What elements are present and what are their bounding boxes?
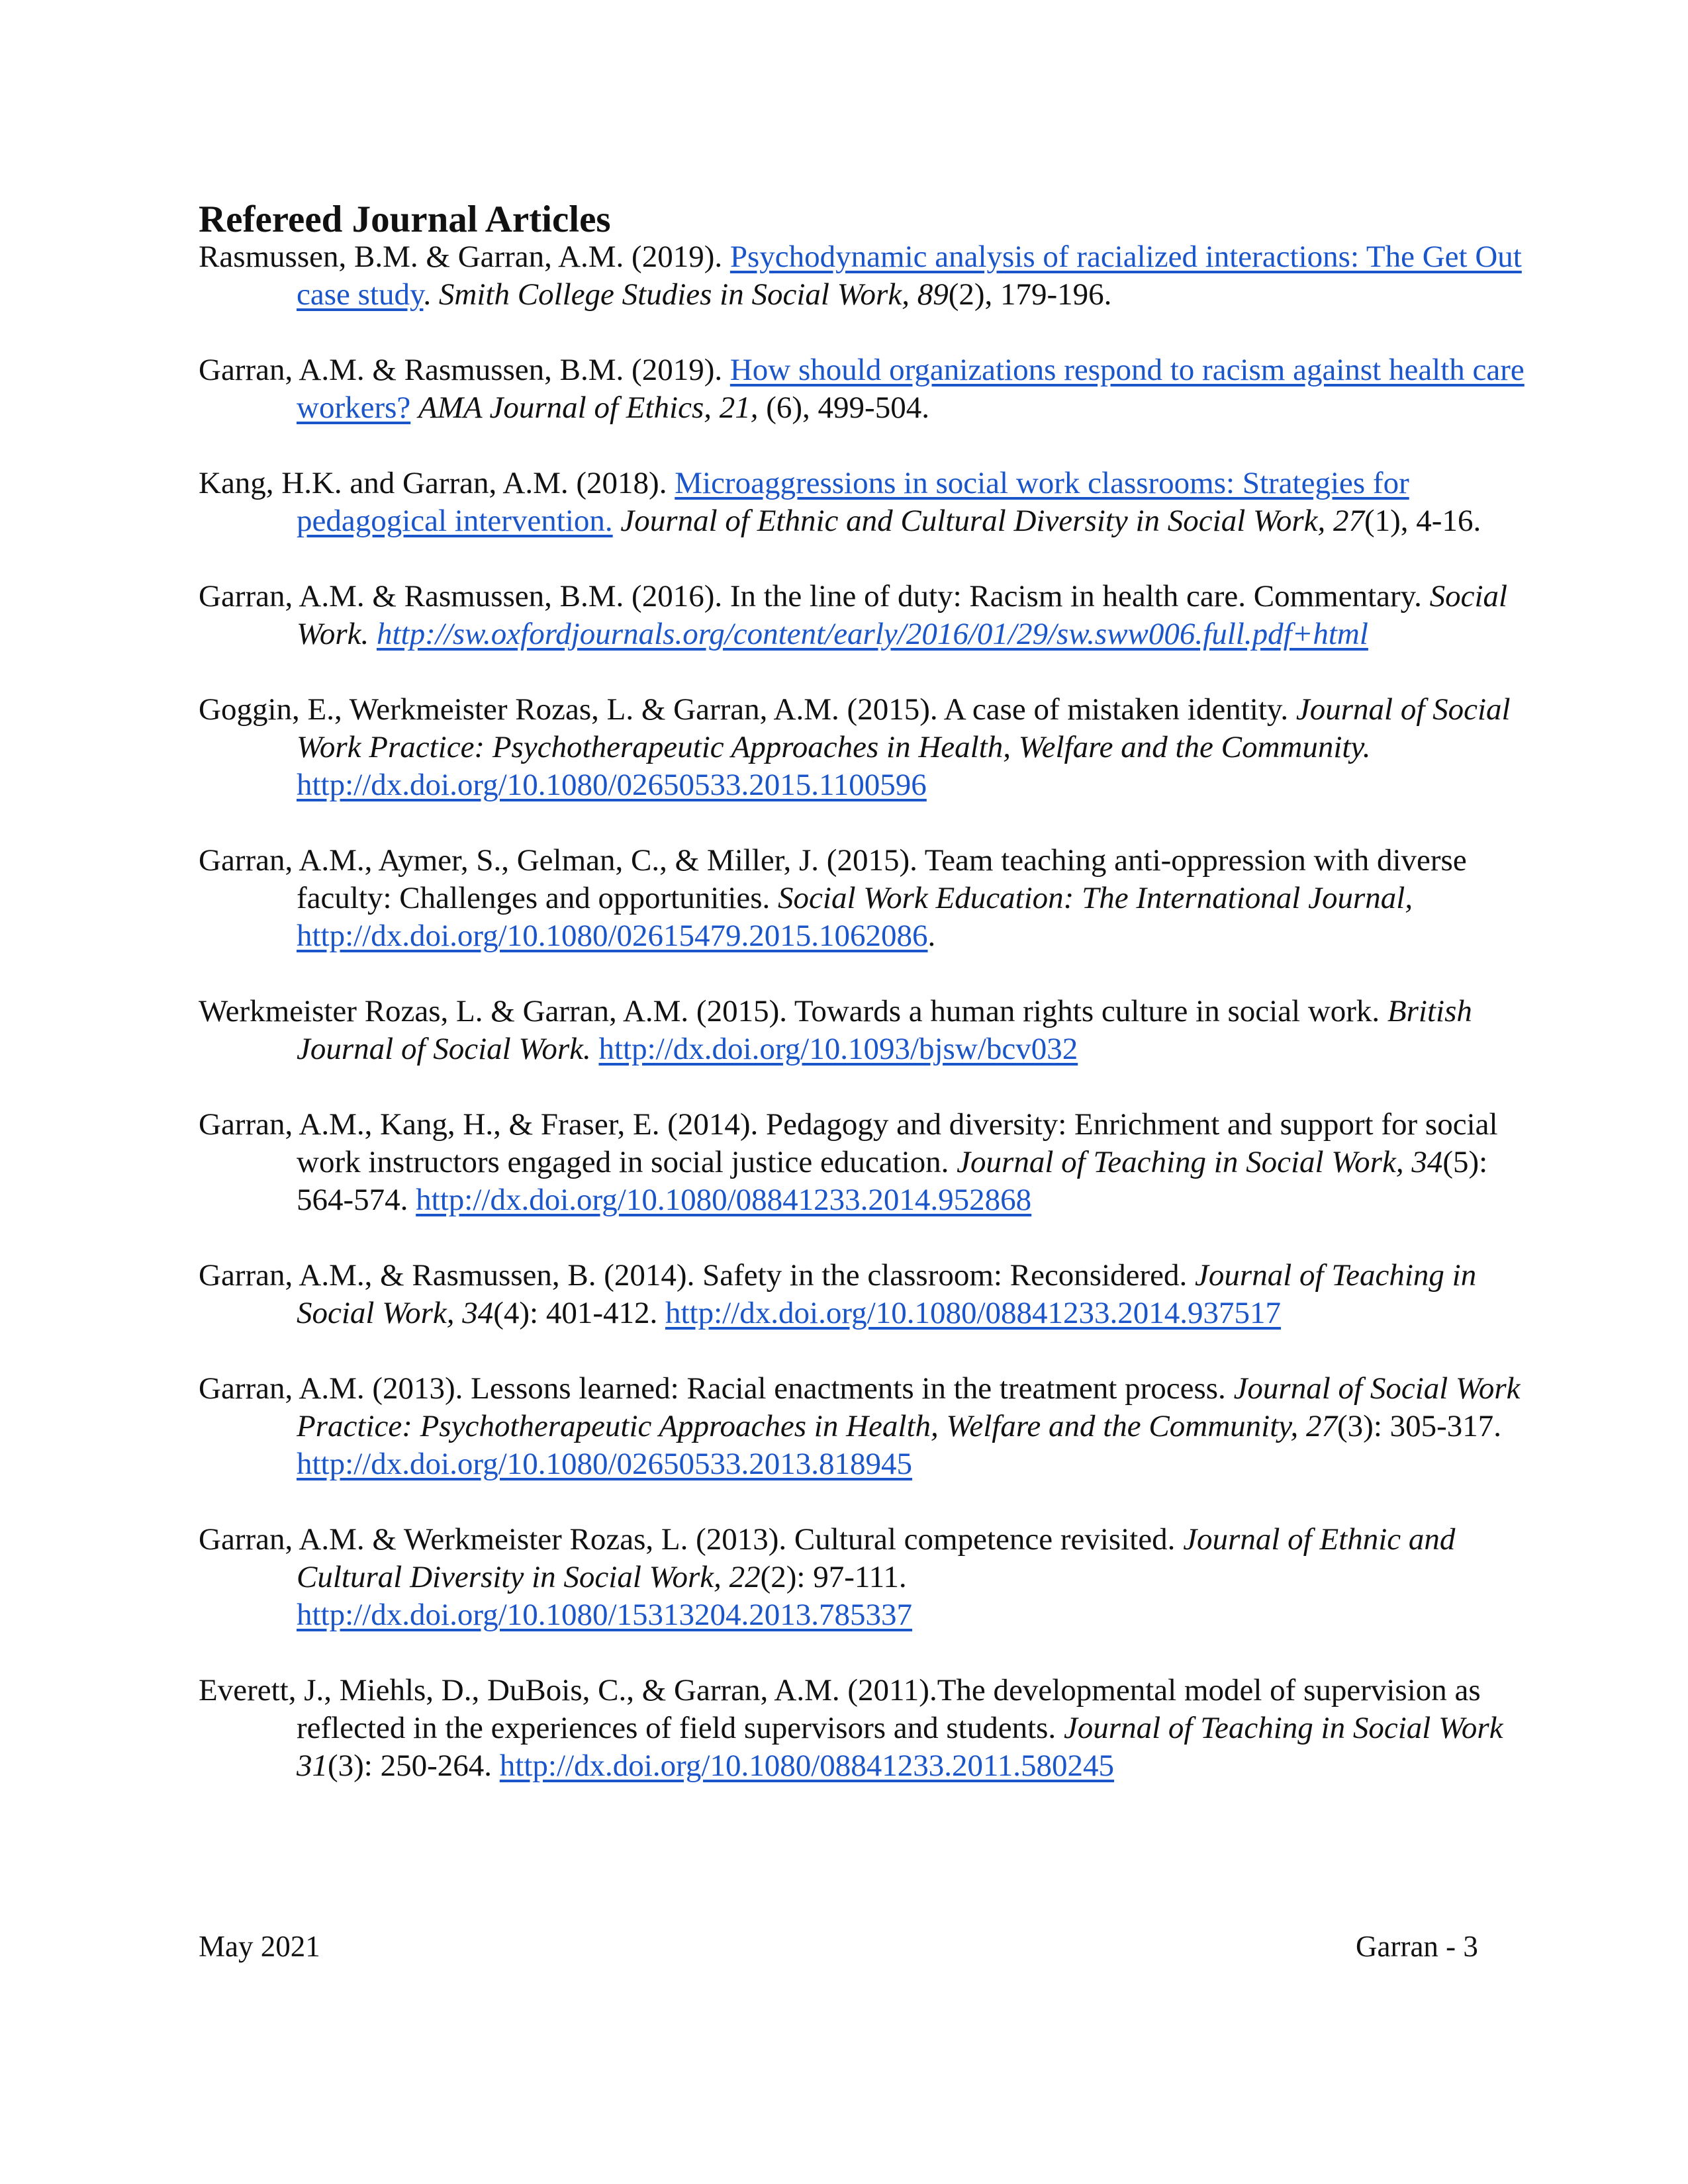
document-page — [199, 199, 1529, 1823]
doi-link[interactable]: http://dx.doi.org/10.1080/02650533.2015.1100596 — [297, 768, 927, 802]
journal-name: Journal of Ethnic and Cultural Diversity in Social Work, 27 — [620, 504, 1364, 538]
reference-authors: Garran, A.M. & Rasmussen, B.M. (2019). — [199, 353, 730, 387]
reference-entry — [199, 465, 1529, 540]
article-link[interactable]: How should organizations respond to racism against health care workers? — [297, 353, 1524, 425]
journal-name: Journal of Teaching in Social Work 31 — [297, 1711, 1503, 1783]
article-link[interactable]: Psychodynamic analysis of racialized interactions: The Get Out case study — [297, 240, 1522, 312]
footer-date: May 2021 — [199, 1930, 320, 1963]
reference-details: (2), 179-196. — [948, 277, 1112, 312]
reference-details: (2): 97-111. — [760, 1560, 907, 1594]
journal-name: Journal of Social Work Practice: Psychotherapeutic Approaches in Health, Welfare and the Community, 27 — [297, 1371, 1521, 1443]
reference-entry — [199, 238, 1529, 314]
reference-entry — [199, 1106, 1529, 1219]
article-link[interactable]: Microaggressions in social work classrooms: Strategies for pedagogical intervention. — [297, 466, 1409, 538]
reference-details: (1), 4-16. — [1364, 504, 1481, 538]
doi-link[interactable]: http://dx.doi.org/10.1080/08841233.2011.580245 — [499, 1749, 1115, 1783]
reference-entry — [199, 1521, 1529, 1634]
reference-details — [369, 617, 377, 651]
reference-entry — [199, 691, 1529, 804]
reference-text: . — [423, 277, 439, 312]
doi-link[interactable]: http://dx.doi.org/10.1080/08841233.2014.937517 — [665, 1296, 1282, 1330]
reference-authors: Kang, H.K. and Garran, A.M. (2018). — [199, 466, 675, 500]
reference-text — [613, 504, 621, 538]
reference-authors: Garran, A.M. & Rasmussen, B.M. (2016). In the line of duty: Racism in health care. Commentary. — [199, 579, 1430, 614]
reference-entry — [199, 351, 1529, 427]
journal-name: Journal of Social Work Practice: Psychotherapeutic Approaches in Health, Welfare and the Community. — [297, 692, 1511, 764]
doi-link[interactable]: http://dx.doi.org/10.1093/bjsw/bcv032 — [598, 1032, 1078, 1066]
journal-name: AMA Journal of Ethics, 21, — [418, 390, 759, 425]
journal-name: Journal of Teaching in Social Work, 34 — [957, 1145, 1443, 1179]
doi-link[interactable]: http://dx.doi.org/10.1080/02650533.2013.818945 — [297, 1447, 913, 1481]
reference-authors: Garran, A.M., & Rasmussen, B. (2014). Safety in the classroom: Reconsidered. — [199, 1258, 1196, 1293]
reference-authors: Garran, A.M. & Werkmeister Rozas, L. (2013). Cultural competence revisited. — [199, 1522, 1184, 1557]
footer-page-number: Garran - 3 — [1356, 1930, 1478, 1963]
reference-entry — [199, 1257, 1529, 1332]
reference-entry — [199, 1370, 1529, 1483]
reference-authors: Goggin, E., Werkmeister Rozas, L. & Garran, A.M. (2015). A case of mistaken identity. — [199, 692, 1296, 727]
journal-name: Journal of Teaching in Social Work, 34 — [297, 1258, 1477, 1330]
reference-entry — [199, 1672, 1529, 1785]
journal-name: Social Work Education: The International Journal, — [778, 881, 1413, 915]
doi-link[interactable]: http://dx.doi.org/10.1080/08841233.2014.952868 — [416, 1183, 1032, 1217]
reference-details — [591, 1032, 599, 1066]
reference-details: (4): 401-412. — [493, 1296, 665, 1330]
reference-details: (3): 250-264. — [328, 1749, 500, 1783]
reference-details: (6), 499-504. — [758, 390, 929, 425]
section-heading: Refereed Journal Articles — [199, 199, 611, 240]
reference-authors: Garran, A.M., Aymer, S., Gelman, C., & Miller, J. (2015). Team teaching anti-oppression with diverse faculty: Challenges and opportunities. — [199, 843, 1467, 915]
journal-name: Social Work. — [297, 579, 1508, 651]
reference-authors: Rasmussen, B.M. & Garran, A.M. (2019). — [199, 240, 730, 274]
reference-entry — [199, 842, 1529, 955]
reference-authors: Garran, A.M., Kang, H., & Fraser, E. (2014). Pedagogy and diversity: Enrichment and support for social work instructors engaged in social justice education. — [199, 1107, 1498, 1179]
reference-details: (3): 305-317. — [1337, 1409, 1502, 1443]
journal-name: Smith College Studies in Social Work, 89 — [438, 277, 949, 312]
reference-entry — [199, 993, 1529, 1068]
reference-details: . — [927, 919, 936, 953]
reference-details: (5): 564-574. — [297, 1145, 1488, 1217]
reference-authors: Garran, A.M. (2013). Lessons learned: Racial enactments in the treatment process. — [199, 1371, 1234, 1406]
journal-name: British Journal of Social Work. — [297, 994, 1472, 1066]
doi-link[interactable]: http://dx.doi.org/10.1080/02615479.2015.1062086 — [297, 919, 928, 953]
reference-authors: Werkmeister Rozas, L. & Garran, A.M. (2015). Towards a human rights culture in social work. — [199, 994, 1387, 1028]
reference-text — [410, 390, 418, 425]
reference-authors: Everett, J., Miehls, D., DuBois, C., & Garran, A.M. (2011).The developmental model of supervision as reflected in the experiences of field supervisors and students. — [199, 1673, 1481, 1745]
doi-link[interactable]: http://sw.oxfordjournals.org/content/early/2016/01/29/sw.sww006.full.pdf+html — [377, 617, 1368, 651]
journal-name: Journal of Ethnic and Cultural Diversity in Social Work, 22 — [297, 1522, 1456, 1594]
doi-link[interactable]: http://dx.doi.org/10.1080/15313204.2013.785337 — [297, 1598, 913, 1632]
reference-list — [199, 238, 1529, 1785]
reference-entry — [199, 578, 1529, 653]
